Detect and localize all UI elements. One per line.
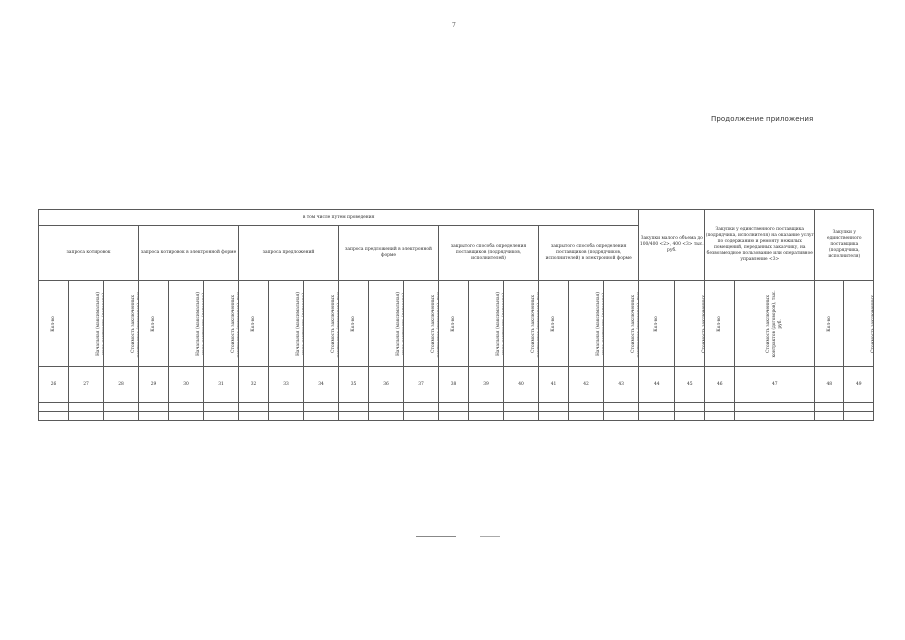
column-number: 41 bbox=[539, 367, 569, 403]
column-number: 36 bbox=[369, 367, 404, 403]
page-number: 7 bbox=[452, 22, 456, 29]
column-number: 34 bbox=[304, 367, 339, 403]
group-quotations-electronic: запроса котировок в электронной форме bbox=[139, 226, 239, 281]
column-number: 30 bbox=[169, 367, 204, 403]
header-contract-cost: Стоимость заключенных bbox=[404, 281, 439, 367]
procurement-table bbox=[38, 209, 874, 421]
continuation-title: Продолжение приложения bbox=[711, 115, 814, 123]
header-qty: Кол-во bbox=[139, 281, 169, 367]
footer-line bbox=[416, 536, 456, 537]
column-number: 45 bbox=[675, 367, 705, 403]
header-initial-price: Начальная (максимальная) bbox=[269, 281, 304, 367]
column-number: 46 bbox=[705, 367, 735, 403]
header-contract-cost: Стоимость заключенных bbox=[304, 281, 339, 367]
group-proposals-electronic: запроса предложений в электронной форме bbox=[339, 226, 439, 281]
column-number: 48 bbox=[815, 367, 844, 403]
column-number: 28 bbox=[104, 367, 139, 403]
header-qty: Кол-во bbox=[39, 281, 69, 367]
header-contract-cost: Стоимость заключенных bbox=[204, 281, 239, 367]
header-qty: Кол-во bbox=[239, 281, 269, 367]
header-small-volume: Закупки малого объема до 100/400 <2>, 400 <3> тыс. руб. bbox=[639, 210, 705, 281]
header-single-supplier-services: Закупки у единственного поставщика (подрядчика, исполнителя) на оказание услуг по содержанию и ремонту нежилых помещений, переданных заказчику, на безвозмездное пользование или оперативное управление <3> bbox=[705, 210, 815, 281]
header-qty: Кол-во bbox=[439, 281, 469, 367]
table-row bbox=[39, 412, 874, 421]
column-number: 42 bbox=[569, 367, 604, 403]
column-number: 27 bbox=[69, 367, 104, 403]
header-qty: Кол-во bbox=[339, 281, 369, 367]
column-number: 37 bbox=[404, 367, 439, 403]
header-contract-cost: Стоимость заключенных контрактов (договоров), тыс. руб. bbox=[735, 281, 815, 367]
header-contract-cost: Стоимость заключенных bbox=[675, 281, 705, 367]
group-quotations: запроса котировок bbox=[39, 226, 139, 281]
column-number: 29 bbox=[139, 367, 169, 403]
header-single-supplier: Закупки у единственного поставщика (подрядчика, исполнителя) bbox=[815, 210, 874, 281]
column-number: 33 bbox=[269, 367, 304, 403]
footer-line bbox=[480, 536, 500, 537]
group-closed-method: закрытого способа определения поставщиков (подрядчиков, исполнителей) bbox=[439, 226, 539, 281]
header-qty: Кол-во bbox=[539, 281, 569, 367]
header-main: в том числе путем проведения bbox=[39, 210, 639, 226]
header-initial-price: Начальная (максимальная) bbox=[369, 281, 404, 367]
column-number: 31 bbox=[204, 367, 239, 403]
header-contract-cost: Стоимость заключенных bbox=[104, 281, 139, 367]
column-number: 47 bbox=[735, 367, 815, 403]
header-contract-cost: Стоимость заключенных bbox=[604, 281, 639, 367]
header-initial-price: Начальная (максимальная) bbox=[469, 281, 504, 367]
column-number: 39 bbox=[469, 367, 504, 403]
header-qty: Кол-во bbox=[815, 281, 844, 367]
column-number: 40 bbox=[504, 367, 539, 403]
header-qty: Кол-во bbox=[639, 281, 675, 367]
group-closed-method-electronic: закрытого способа определения поставщиков (подрядчиков, исполнителей) в электронной форме bbox=[539, 226, 639, 281]
column-number: 38 bbox=[439, 367, 469, 403]
header-contract-cost: Стоимость заключенных bbox=[844, 281, 874, 367]
column-number: 44 bbox=[639, 367, 675, 403]
column-number: 32 bbox=[239, 367, 269, 403]
table-row bbox=[39, 403, 874, 412]
column-number: 49 bbox=[844, 367, 874, 403]
header-initial-price: Начальная (максимальная) bbox=[69, 281, 104, 367]
group-proposals: запроса предложений bbox=[239, 226, 339, 281]
header-contract-cost: Стоимость заключенных bbox=[504, 281, 539, 367]
header-initial-price: Начальная (максимальная) bbox=[169, 281, 204, 367]
column-number: 43 bbox=[604, 367, 639, 403]
header-initial-price: Начальная (максимальная) bbox=[569, 281, 604, 367]
header-qty: Кол-во bbox=[705, 281, 735, 367]
column-number: 26 bbox=[39, 367, 69, 403]
column-number: 35 bbox=[339, 367, 369, 403]
